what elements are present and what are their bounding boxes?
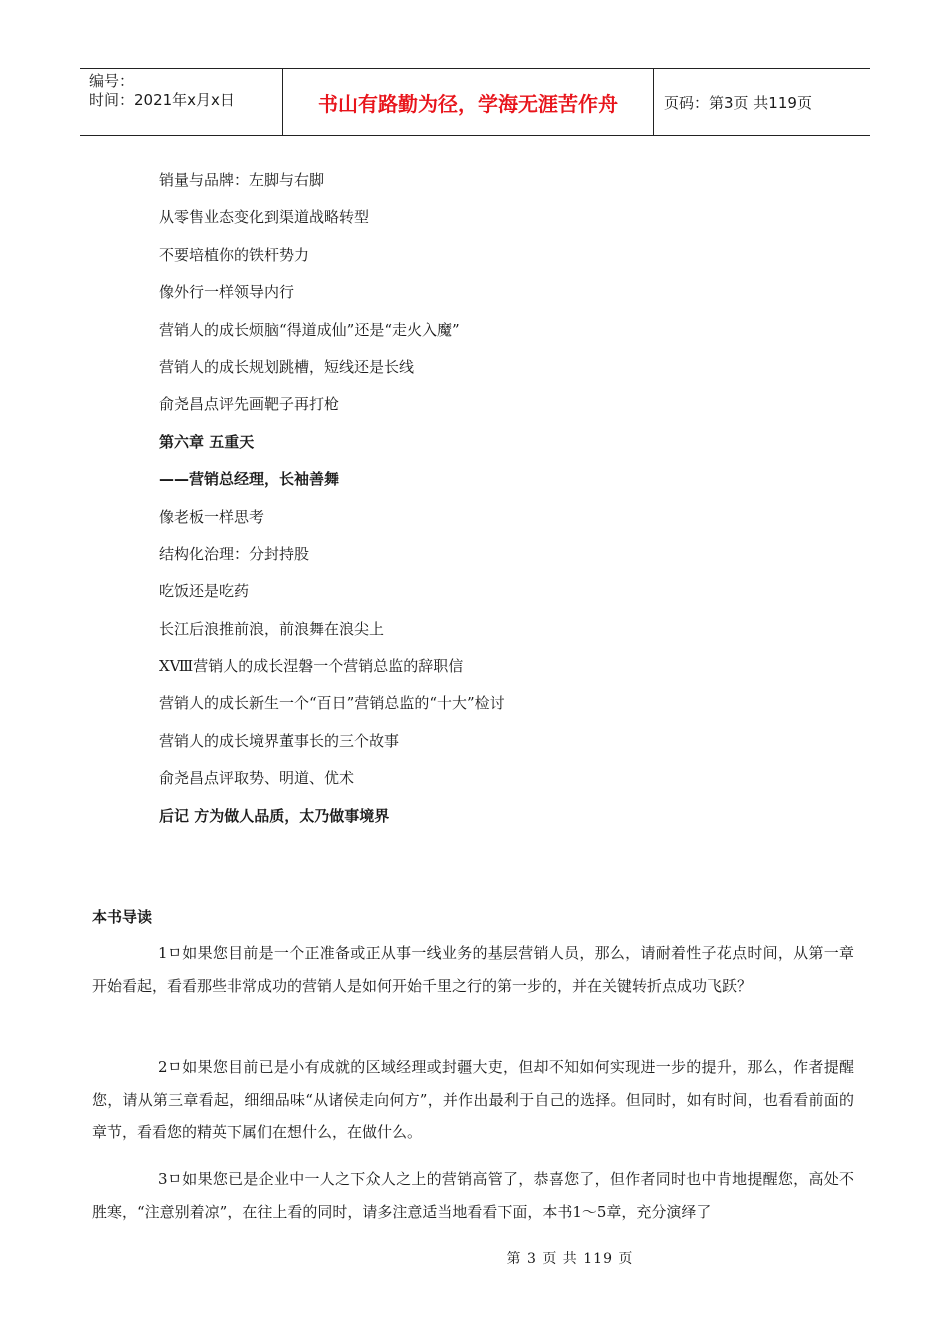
table-of-contents xyxy=(159,166,505,839)
toc-item: 销量与品牌：左脚与右脚 xyxy=(159,171,325,189)
toc-item: 营销人的成长境界董事长的三个故事 xyxy=(159,731,400,750)
toc-item: 营销人的成长烦脑“得道成仙”还是“走火入魔” xyxy=(159,320,460,339)
toc-item: 俞尧昌点评取势、明道、优术 xyxy=(159,769,355,788)
toc-item: 吃饭还是吃药 xyxy=(159,582,250,601)
toc-item: 像老板一样思考 xyxy=(159,507,265,526)
toc-item: 长江后浪推前浪，前浪舞在浪尖上 xyxy=(159,619,385,638)
document-time-label: 时间：2021年x月x日 xyxy=(89,91,235,109)
toc-item: 后记 方为做人品质，太乃做事境界 xyxy=(159,806,390,825)
toc-item: 俞尧昌点评先画靶子再打枪 xyxy=(159,395,340,414)
header-page-code: 页码：第3页 共119页 xyxy=(664,93,812,112)
header-meta xyxy=(80,69,283,135)
toc-item: 第六章 五重天 xyxy=(159,432,255,451)
guide-paragraph-2: 2ㅁ如果您目前已是小有成就的区域经理或封疆大吏，但却不知如何实现进一步的提升，那么，作者提醒您，请从第三章看起，细细品味“从诸侯走向何方”，并作出最利于自己的选择。但同时，如有时间，也看看前面的章节，看看您的精英下属们在想什么，在做什么。 xyxy=(92,1058,854,1141)
toc-item: 像外行一样领导内行 xyxy=(159,283,295,302)
document-number-label: 编号： xyxy=(89,72,135,90)
toc-item: 营销人的成长规划跳槽，短线还是长线 xyxy=(159,357,415,376)
toc-item: 结构化治理：分封持股 xyxy=(159,544,310,563)
page-footer xyxy=(0,1248,950,1268)
guide-paragraph-1: 1ㅁ如果您目前是一个正准备或正从事一线业务的基层营销人员，那么，请耐着性子花点时间，从第一章开始看起，看看那些非常成功的营销人是如何开始千里之行的第一步的，并在关键转折点成功飞跃？ xyxy=(92,944,854,995)
toc-item: 不要培植你的铁杆势力 xyxy=(159,245,310,264)
footer-page-number: 第 3 页 共 119 页 xyxy=(506,1251,634,1267)
toc-item: 从零售业态变化到渠道战略转型 xyxy=(159,208,370,227)
page-header xyxy=(80,68,870,136)
guide-paragraph-3: 3ㅁ如果您已是企业中一人之下众人之上的营销高管了，恭喜您了，但作者同时也中肯地提醒您，高处不胜寒，“注意别着凉”，在往上看的同时，请多注意适当地看看下面，本书1～5章，充分演绎了 xyxy=(92,1170,854,1221)
toc-item: ——营销总经理，长袖善舞 xyxy=(159,470,340,489)
toc-item: 营销人的成长新生一个“百日”营销总监的“十大”检讨 xyxy=(159,694,505,713)
guide-title: 本书导读 xyxy=(92,908,153,926)
header-motto: 书山有路勤为径，学海无涯苦作舟 xyxy=(283,69,654,135)
toc-item: ⅩⅧ营销人的成长涅磐一个营销总监的辞职信 xyxy=(159,657,464,676)
